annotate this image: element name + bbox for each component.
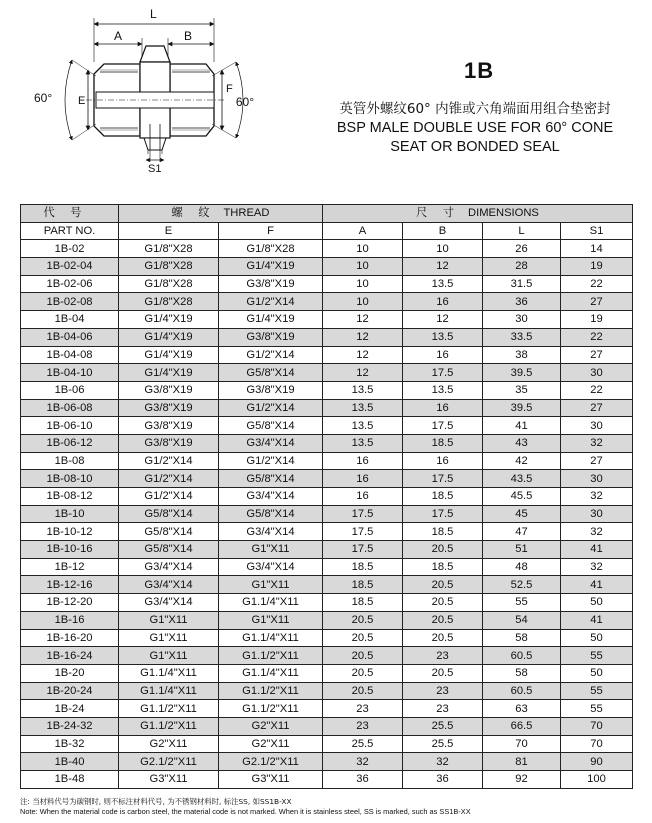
header-row-2 [21,222,633,240]
cell-dim-A: 17.5 [323,541,403,559]
cell-thread-F: G1/2"X14 [219,452,323,470]
cell-dim-L: 52.5 [483,576,561,594]
cell-dim-A: 13.5 [323,417,403,435]
cell-dim-S1: 22 [561,275,633,293]
cell-dim-L: 41 [483,417,561,435]
cell-thread-F: G1.1/2"X11 [219,682,323,700]
header-thread: 螺 纹 THREAD [119,205,323,223]
cell-thread-E: G1"X11 [119,611,219,629]
cell-thread-F: G2.1/2"X11 [219,753,323,771]
cell-dim-L: 33.5 [483,328,561,346]
cell-dim-S1: 27 [561,452,633,470]
cell-dim-S1: 32 [561,488,633,506]
cell-thread-F: G1/4"X19 [219,258,323,276]
cell-thread-F: G3/8"X19 [219,328,323,346]
cell-part-no: 1B-48 [21,771,119,789]
cell-dim-L: 47 [483,523,561,541]
title-en-line1: BSP MALE DOUBLE USE FOR 60° CONE [336,120,614,136]
table-row [21,434,633,452]
cell-dim-S1: 70 [561,717,633,735]
cell-dim-A: 16 [323,488,403,506]
cell-thread-E: G1/8"X28 [119,275,219,293]
cell-dim-B: 13.5 [403,275,483,293]
cell-dim-L: 36 [483,293,561,311]
cell-dim-B: 18.5 [403,523,483,541]
cell-thread-E: G1.1/2"X11 [119,717,219,735]
cell-dim-B: 20.5 [403,629,483,647]
cell-thread-E: G5/8"X14 [119,541,219,559]
cell-thread-E: G1/2"X14 [119,488,219,506]
table-row [21,629,633,647]
table-row [21,258,633,276]
cell-part-no: 1B-10 [21,505,119,523]
cell-dim-A: 36 [323,771,403,789]
cell-part-no: 1B-10-16 [21,541,119,559]
note-en: Note: When the material code is carbon steel, the material code is not marked. When it is stainless steel, SS is marked, such as SS1B-XX [20,807,471,816]
cell-part-no: 1B-06-08 [21,399,119,417]
cell-dim-B: 20.5 [403,664,483,682]
cell-dim-B: 16 [403,293,483,311]
cell-part-no: 1B-20 [21,664,119,682]
cell-dim-B: 20.5 [403,594,483,612]
header-col-A: A [323,222,403,240]
fitting-drawing [0,0,260,175]
cell-thread-E: G1.1/4"X11 [119,682,219,700]
cell-dim-S1: 100 [561,771,633,789]
header-dimensions: 尺 寸 DIMENSIONS [323,205,633,223]
cell-dim-L: 60.5 [483,682,561,700]
cell-dim-L: 45.5 [483,488,561,506]
cell-part-no: 1B-04-08 [21,346,119,364]
cell-dim-L: 43 [483,434,561,452]
cell-thread-F: G3/4"X14 [219,523,323,541]
table-row [21,293,633,311]
cell-dim-B: 13.5 [403,328,483,346]
cell-dim-A: 10 [323,293,403,311]
cell-part-no: 1B-24-32 [21,717,119,735]
cell-dim-S1: 27 [561,293,633,311]
cell-part-no: 1B-02 [21,240,119,258]
cell-dim-S1: 41 [561,576,633,594]
cell-dim-A: 10 [323,258,403,276]
cell-part-no: 1B-06-12 [21,434,119,452]
cell-thread-F: G3/8"X19 [219,275,323,293]
cell-part-no: 1B-10-12 [21,523,119,541]
table-row [21,523,633,541]
cell-dim-S1: 50 [561,594,633,612]
cell-dim-S1: 32 [561,523,633,541]
cell-dim-A: 13.5 [323,381,403,399]
cell-dim-B: 17.5 [403,505,483,523]
cell-dim-B: 17.5 [403,417,483,435]
cell-thread-F: G1/2"X14 [219,293,323,311]
cell-dim-S1: 14 [561,240,633,258]
cell-thread-E: G1/4"X19 [119,311,219,329]
table-row [21,399,633,417]
cell-part-no: 1B-12-16 [21,576,119,594]
cell-dim-L: 35 [483,381,561,399]
header-part-cn: 代 号 [21,205,119,223]
table-row [21,505,633,523]
cell-dim-B: 16 [403,346,483,364]
cell-dim-L: 43.5 [483,470,561,488]
cell-part-no: 1B-02-04 [21,258,119,276]
table-row [21,771,633,789]
cell-part-no: 1B-02-08 [21,293,119,311]
cell-dim-B: 18.5 [403,434,483,452]
cell-thread-E: G1/2"X14 [119,452,219,470]
cell-thread-E: G3/8"X19 [119,399,219,417]
cell-thread-E: G1"X11 [119,629,219,647]
cell-thread-E: G1/4"X19 [119,364,219,382]
table-row [21,311,633,329]
cell-thread-F: G1.1/4"X11 [219,629,323,647]
cell-dim-A: 17.5 [323,505,403,523]
cell-part-no: 1B-08-12 [21,488,119,506]
cell-part-no: 1B-12 [21,558,119,576]
cell-dim-A: 18.5 [323,594,403,612]
table-row [21,558,633,576]
cell-dim-A: 17.5 [323,523,403,541]
cell-dim-S1: 41 [561,541,633,559]
header-col-L: L [483,222,561,240]
cell-dim-B: 16 [403,452,483,470]
cell-dim-S1: 27 [561,399,633,417]
table-row [21,452,633,470]
label-angle-left: 60° [34,91,53,105]
cell-thread-F: G1"X11 [219,576,323,594]
label-A: A [114,29,123,43]
cell-part-no: 1B-24 [21,700,119,718]
cell-thread-F: G3/8"X19 [219,381,323,399]
cell-dim-B: 23 [403,647,483,665]
cell-dim-L: 60.5 [483,647,561,665]
cell-part-no: 1B-16 [21,611,119,629]
cell-thread-F: G1"X11 [219,611,323,629]
cell-dim-A: 23 [323,717,403,735]
cell-thread-F: G1.1/2"X11 [219,700,323,718]
cell-dim-L: 70 [483,735,561,753]
cell-dim-B: 16 [403,399,483,417]
cell-dim-S1: 50 [561,664,633,682]
cell-dim-L: 81 [483,753,561,771]
table-row [21,647,633,665]
cell-part-no: 1B-20-24 [21,682,119,700]
cell-dim-A: 18.5 [323,558,403,576]
cell-dim-A: 25.5 [323,735,403,753]
cell-dim-B: 12 [403,311,483,329]
cell-dim-S1: 90 [561,753,633,771]
cell-thread-E: G5/8"X14 [119,505,219,523]
cell-dim-A: 12 [323,364,403,382]
cell-part-no: 1B-16-20 [21,629,119,647]
cell-part-no: 1B-02-06 [21,275,119,293]
cell-thread-F: G5/8"X14 [219,470,323,488]
cell-dim-L: 45 [483,505,561,523]
cell-thread-F: G1/2"X14 [219,346,323,364]
cell-dim-L: 58 [483,629,561,647]
cell-dim-A: 20.5 [323,682,403,700]
cell-thread-E: G3/8"X19 [119,417,219,435]
cell-dim-A: 10 [323,240,403,258]
cell-dim-A: 23 [323,700,403,718]
cell-thread-F: G1.1/4"X11 [219,594,323,612]
cell-thread-E: G1/8"X28 [119,258,219,276]
header-col-B: B [403,222,483,240]
cell-thread-F: G1/8"X28 [219,240,323,258]
product-titles [300,100,650,157]
cell-dim-L: 48 [483,558,561,576]
cell-part-no: 1B-08-10 [21,470,119,488]
cell-dim-L: 42 [483,452,561,470]
table-row [21,611,633,629]
spec-table-body [21,240,633,788]
cell-dim-A: 20.5 [323,629,403,647]
table-row [21,417,633,435]
cell-dim-L: 58 [483,664,561,682]
cell-dim-B: 17.5 [403,470,483,488]
cell-part-no: 1B-04-10 [21,364,119,382]
cell-dim-S1: 55 [561,700,633,718]
cell-dim-S1: 27 [561,346,633,364]
spec-table [20,204,633,789]
cell-dim-L: 26 [483,240,561,258]
cell-dim-L: 31.5 [483,275,561,293]
cell-dim-B: 13.5 [403,381,483,399]
table-row [21,346,633,364]
label-E: E [78,95,86,107]
cell-dim-A: 10 [323,275,403,293]
cell-thread-E: G2.1/2"X11 [119,753,219,771]
cell-thread-F: G5/8"X14 [219,417,323,435]
cell-thread-F: G1/2"X14 [219,399,323,417]
header-col-E: E [119,222,219,240]
cell-dim-B: 32 [403,753,483,771]
cell-part-no: 1B-04-06 [21,328,119,346]
cell-thread-E: G1/4"X19 [119,328,219,346]
cell-dim-S1: 30 [561,470,633,488]
cell-thread-E: G3/8"X19 [119,381,219,399]
cell-dim-S1: 19 [561,311,633,329]
cell-thread-E: G1.1/2"X11 [119,700,219,718]
note-cn: 注: 当材料代号为碳钢时, 则不标注材料代号, 为不锈钢材料时, 标注SS, 如SS1B-XX [20,797,292,806]
cell-dim-L: 30 [483,311,561,329]
cell-thread-F: G2"X11 [219,735,323,753]
notes [20,797,650,817]
cell-part-no: 1B-12-20 [21,594,119,612]
cell-dim-B: 20.5 [403,611,483,629]
cell-dim-L: 39.5 [483,399,561,417]
cell-dim-B: 20.5 [403,541,483,559]
cell-dim-B: 25.5 [403,735,483,753]
table-row [21,700,633,718]
cell-thread-E: G1/8"X28 [119,240,219,258]
label-L: L [150,7,157,21]
cell-dim-S1: 22 [561,328,633,346]
cell-thread-F: G3/4"X14 [219,558,323,576]
cell-dim-A: 20.5 [323,611,403,629]
cell-thread-F: G5/8"X14 [219,505,323,523]
cell-thread-F: G1.1/2"X11 [219,647,323,665]
table-row [21,328,633,346]
table-row [21,240,633,258]
label-F: F [226,83,233,95]
table-row [21,682,633,700]
table-row [21,364,633,382]
cell-part-no: 1B-32 [21,735,119,753]
cell-dim-S1: 30 [561,417,633,435]
cell-dim-A: 12 [323,346,403,364]
cell-dim-A: 16 [323,470,403,488]
cell-thread-F: G2"X11 [219,717,323,735]
cell-part-no: 1B-16-24 [21,647,119,665]
cell-dim-A: 12 [323,311,403,329]
cell-dim-B: 17.5 [403,364,483,382]
cell-thread-E: G3"X11 [119,771,219,789]
cell-dim-S1: 41 [561,611,633,629]
cell-dim-B: 36 [403,771,483,789]
cell-thread-E: G3/4"X14 [119,576,219,594]
cell-thread-E: G3/8"X19 [119,434,219,452]
cell-thread-E: G1/8"X28 [119,293,219,311]
table-row [21,664,633,682]
cell-part-no: 1B-04 [21,311,119,329]
cell-part-no: 1B-08 [21,452,119,470]
table-row [21,753,633,771]
cell-dim-A: 13.5 [323,399,403,417]
cell-thread-E: G1/2"X14 [119,470,219,488]
cell-dim-A: 13.5 [323,434,403,452]
cell-thread-E: G1"X11 [119,647,219,665]
cell-thread-E: G3/4"X14 [119,558,219,576]
cell-dim-L: 92 [483,771,561,789]
title-en-line2: SEAT OR BONDED SEAL [390,139,560,155]
table-row [21,717,633,735]
cell-dim-S1: 30 [561,364,633,382]
label-B: B [184,29,193,43]
cell-dim-L: 63 [483,700,561,718]
cell-dim-A: 20.5 [323,647,403,665]
cell-dim-B: 18.5 [403,488,483,506]
cell-dim-A: 20.5 [323,664,403,682]
header-part-en: PART NO. [21,222,119,240]
cell-dim-L: 28 [483,258,561,276]
cell-dim-A: 18.5 [323,576,403,594]
cell-dim-S1: 32 [561,558,633,576]
table-row [21,381,633,399]
table-row [21,594,633,612]
cell-thread-E: G1/4"X19 [119,346,219,364]
cell-dim-B: 25.5 [403,717,483,735]
cell-thread-E: G1.1/4"X11 [119,664,219,682]
cell-dim-B: 23 [403,700,483,718]
cell-dim-A: 12 [323,328,403,346]
table-row [21,470,633,488]
cell-dim-S1: 22 [561,381,633,399]
cell-dim-B: 20.5 [403,576,483,594]
cell-part-no: 1B-06 [21,381,119,399]
cell-dim-S1: 30 [561,505,633,523]
cell-thread-E: G5/8"X14 [119,523,219,541]
cell-dim-B: 10 [403,240,483,258]
cell-dim-B: 18.5 [403,558,483,576]
cell-thread-F: G3/4"X14 [219,488,323,506]
cell-dim-L: 38 [483,346,561,364]
cell-dim-B: 12 [403,258,483,276]
cell-thread-E: G3/4"X14 [119,594,219,612]
table-row [21,488,633,506]
cell-dim-S1: 32 [561,434,633,452]
cell-thread-F: G3/4"X14 [219,434,323,452]
title-cn: 英管外螺纹60° 内锥或六角端面用组合垫密封 [339,101,611,117]
cell-thread-E: G2"X11 [119,735,219,753]
product-code: 1B [464,58,495,83]
table-row [21,576,633,594]
label-S1: S1 [148,163,162,175]
cell-dim-L: 51 [483,541,561,559]
cell-dim-L: 39.5 [483,364,561,382]
header-col-S1: S1 [561,222,633,240]
table-row [21,735,633,753]
cell-thread-F: G3"X11 [219,771,323,789]
cell-thread-F: G1.1/4"X11 [219,664,323,682]
cell-dim-S1: 19 [561,258,633,276]
cell-dim-S1: 55 [561,647,633,665]
cell-dim-B: 23 [403,682,483,700]
cell-dim-L: 55 [483,594,561,612]
header-row-1 [21,205,633,223]
cell-dim-L: 54 [483,611,561,629]
label-angle-right: 60° [235,95,254,109]
cell-dim-A: 32 [323,753,403,771]
cell-thread-F: G5/8"X14 [219,364,323,382]
cell-thread-F: G1"X11 [219,541,323,559]
cell-dim-A: 16 [323,452,403,470]
table-row [21,541,633,559]
header-col-F: F [219,222,323,240]
cell-part-no: 1B-40 [21,753,119,771]
cell-dim-L: 66.5 [483,717,561,735]
cell-thread-F: G1/4"X19 [219,311,323,329]
cell-dim-S1: 55 [561,682,633,700]
cell-dim-S1: 70 [561,735,633,753]
cell-part-no: 1B-06-10 [21,417,119,435]
table-row [21,275,633,293]
cell-dim-S1: 50 [561,629,633,647]
